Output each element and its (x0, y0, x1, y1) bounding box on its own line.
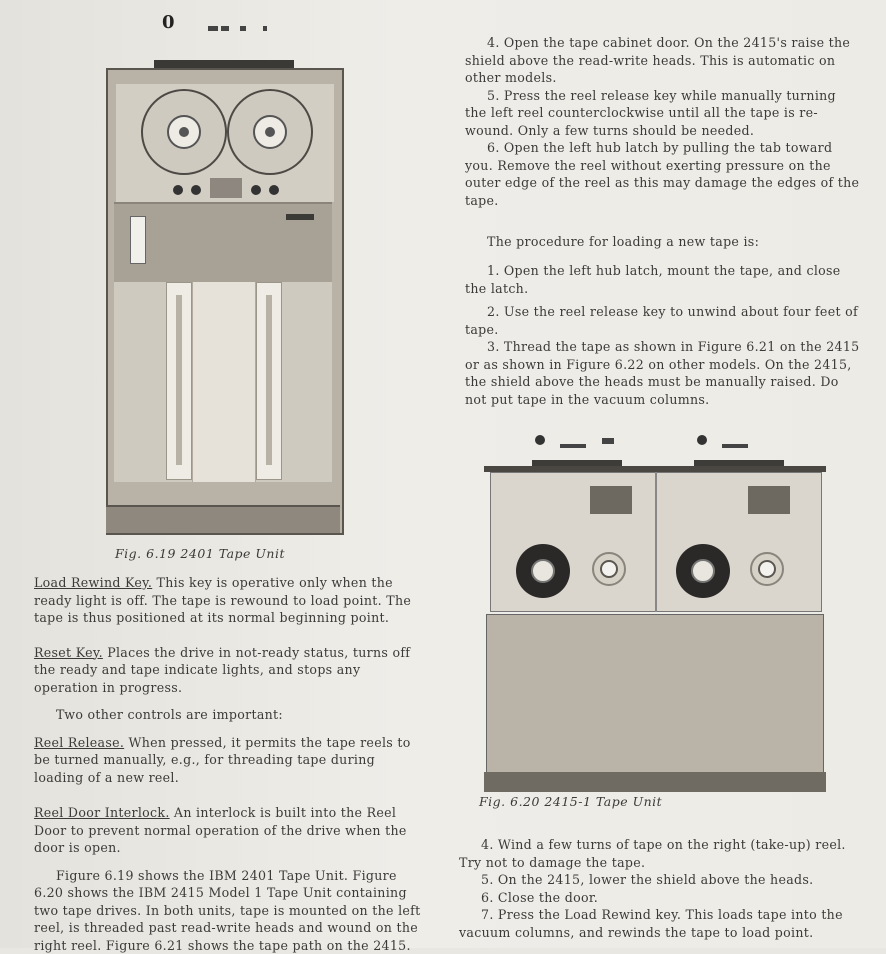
load-rewind-key-text: This key is operative only when the ready light is off. The tape is rewound to load point. The tape is thus positioned at its normal beginning point. (34, 575, 411, 625)
takeup-reel-1 (592, 552, 626, 586)
reel-release-para (34, 734, 426, 787)
reel-door-interlock-term: Reel Door Interlock. (34, 805, 170, 820)
load-step-2: 2. Use the reel release key to unwind about four feet of tape. (465, 303, 861, 338)
indicator-window (130, 216, 146, 264)
load-step-5: 5. On the 2415, lower the shield above the heads. (459, 871, 855, 889)
controls-description (34, 574, 426, 954)
reset-key-para (34, 644, 426, 697)
load-step-4: 4. Wind a few turns of tape on the right (take-up) reel. Try not to damage the tape. (459, 836, 855, 871)
two-other-controls: Two other controls are important: (34, 706, 426, 724)
reset-key-term: Reset Key. (34, 645, 103, 660)
load-step-7: 7. Press the Load Rewind key. This loads tape into the vacuum columns, and rewinds the tape to load point. (459, 906, 855, 941)
loading-steps (465, 262, 861, 408)
tape-reel-2 (676, 544, 730, 598)
load-step-6: 6. Close the door. (459, 889, 855, 907)
load-rewind-key-para (34, 574, 426, 627)
reel-door-interlock-text: An interlock is built into the Reel Door to prevent normal operation of the drive when the door is open. (34, 805, 407, 855)
vacuum-column-right (256, 282, 282, 480)
center-panel (192, 282, 256, 482)
figure-2401-tape-unit (106, 60, 344, 535)
step-6-remove-reel: 6. Open the left hub latch by pulling the tab toward you. Remove the reel without exerting pressure on the outer edge of the reel as this may damage the edges of the tape. (465, 139, 861, 209)
header-dots (208, 26, 268, 34)
reel-release-text: When pressed, it permits the tape reels to be turned manually, e.g., for threading tape during loading of a new reel. (34, 735, 411, 785)
reset-key-text: Places the drive in not-ready status, turns off the ready and tape indicate lights, and stops any operation in progress. (34, 645, 410, 695)
removal-steps (465, 34, 861, 209)
read-write-head-2 (748, 486, 790, 514)
figure-2415-tape-unit (484, 428, 826, 794)
loading-steps-continued (459, 836, 855, 941)
tape-reel-1 (516, 544, 570, 598)
vacuum-column-left (166, 282, 192, 480)
figure-6-20-caption: Fig. 6.20 2415-1 Tape Unit (479, 794, 662, 809)
drive-base (484, 772, 826, 792)
load-rewind-key-term: Load Rewind Key. (34, 575, 152, 590)
loading-intro-text: The procedure for loading a new tape is: (465, 233, 861, 251)
read-write-head-1 (590, 486, 632, 514)
reel-release-term: Reel Release. (34, 735, 124, 750)
cabinet-base (106, 505, 340, 533)
load-step-1: 1. Open the left hub latch, mount the tape, and close the latch. (465, 262, 861, 297)
head-shield (114, 202, 332, 284)
drive-divider (655, 472, 657, 612)
page-mark: 0 (162, 12, 175, 33)
status-lights (286, 214, 314, 220)
step-4-open-door: 4. Open the tape cabinet door. On the 2415's raise the shield above the read-write heads. This is automatic on other models. (465, 34, 861, 87)
reel-door-interlock-para (34, 804, 426, 857)
drive-lower-door (486, 614, 824, 774)
step-5-rewind: 5. Press the reel release key while manually turning the left reel counterclockwise until all the tape is re-wound. Only a few turns should be needed. (465, 87, 861, 140)
top-controls (484, 428, 826, 468)
loading-intro (465, 233, 861, 251)
figure-6-19-caption: Fig. 6.19 2401 Tape Unit (115, 546, 285, 561)
figure-reference-para: Figure 6.19 shows the IBM 2401 Tape Unit. Figure 6.20 shows the IBM 2415 Model 1 Tape Unit containing two tape drives. In both units, tape is mounted on the left reel, is threaded past read-write heads and wound on the right reel. Figure 6.21 shows the tape path on the 2415. (34, 867, 426, 954)
takeup-reel-2 (750, 552, 784, 586)
load-step-3: 3. Thread the tape as shown in Figure 6.21 on the 2415 or as shown in Figure 6.22 on other models. On the 2415, the shield above the heads must be manually raised. Do not put tape in the vacuum columns. (465, 338, 861, 408)
reels-upper-panel (106, 60, 344, 220)
